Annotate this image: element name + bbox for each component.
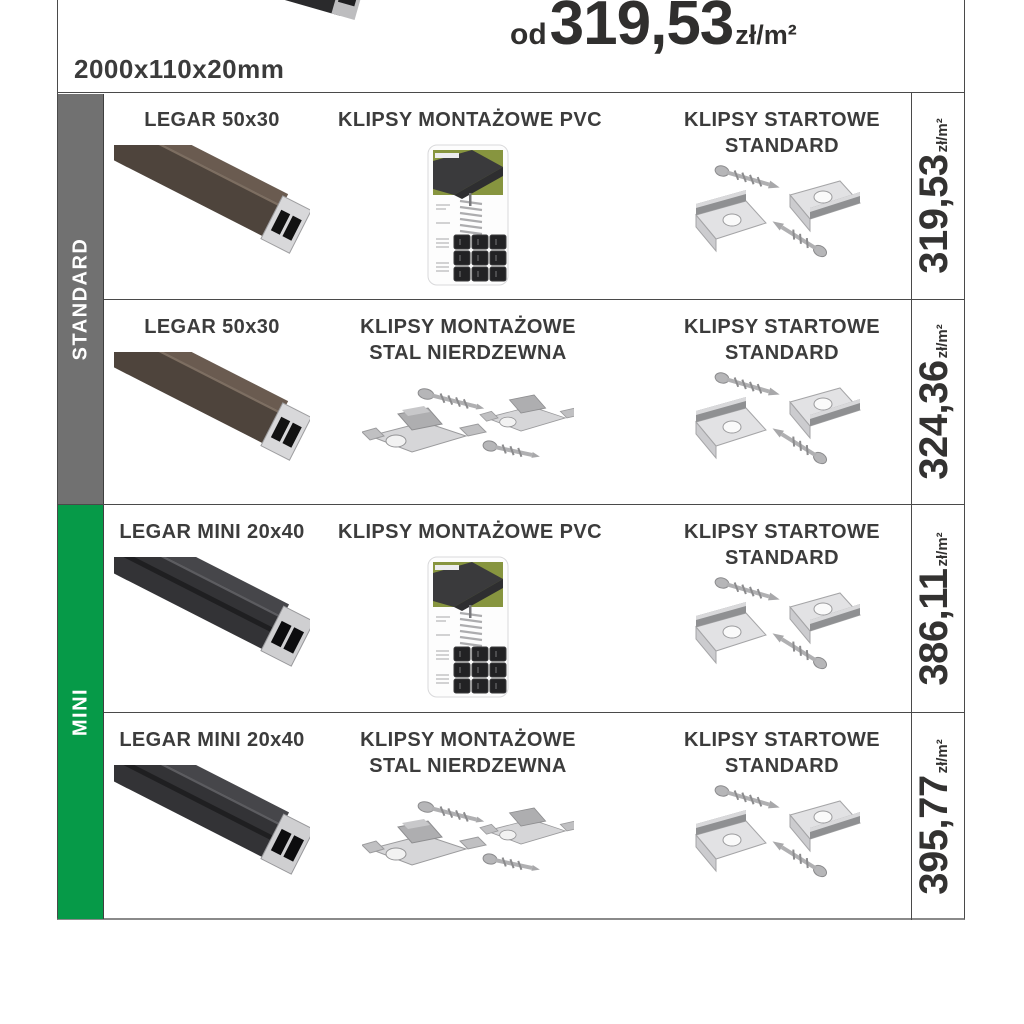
mount-cell bbox=[338, 505, 602, 712]
mount-cell bbox=[338, 713, 598, 920]
legar-cell bbox=[102, 300, 322, 504]
legar-title: LEGAR MINI 20x40 bbox=[119, 521, 305, 543]
pvc-clips-pack-image bbox=[424, 143, 512, 287]
price-cell bbox=[911, 505, 964, 712]
mount-title: KLIPSY MONTAŻOWE STAL NIERDZEWNA bbox=[360, 729, 576, 777]
legar-cell bbox=[102, 93, 322, 299]
row-price-value: 324,36 bbox=[912, 360, 956, 480]
pvc-clips-pack-image bbox=[424, 555, 512, 699]
row-price-unit: zł/m² bbox=[934, 324, 951, 359]
price-value: 319,53 bbox=[549, 0, 734, 58]
header-price bbox=[510, 0, 797, 59]
start-clips-image bbox=[694, 366, 870, 468]
start-clips-image bbox=[694, 571, 870, 673]
legar-title: LEGAR 50x30 bbox=[144, 316, 280, 338]
table-row bbox=[58, 93, 964, 300]
start-cell bbox=[662, 300, 902, 504]
row-price-unit: zł/m² bbox=[934, 118, 951, 153]
legar-mini-image bbox=[114, 557, 310, 681]
row-price-value: 386,11 bbox=[912, 568, 956, 686]
price-unit: zł/m² bbox=[735, 20, 797, 50]
table-row bbox=[58, 713, 964, 920]
start-clips-image bbox=[694, 159, 870, 261]
price-cell bbox=[911, 713, 964, 920]
price-prefix: od bbox=[510, 18, 547, 51]
mount-cell bbox=[338, 300, 598, 504]
legar-standard-image bbox=[114, 352, 310, 476]
price-cell bbox=[911, 300, 964, 504]
header-section bbox=[58, 0, 964, 93]
start-cell bbox=[662, 713, 902, 920]
group-label-standard: STANDARD bbox=[69, 237, 91, 361]
row-price-unit: zł/m² bbox=[934, 531, 951, 567]
steel-clips-image bbox=[362, 793, 574, 889]
sheet bbox=[57, 0, 965, 920]
product-table bbox=[58, 93, 964, 920]
dimension-label: 2000x110x20mm bbox=[74, 54, 285, 84]
legar-standard-image bbox=[114, 145, 310, 269]
steel-clips-image bbox=[362, 380, 574, 476]
start-cell bbox=[662, 93, 902, 299]
start-cell bbox=[662, 505, 902, 712]
start-title: KLIPSY STARTOWE STANDARD bbox=[683, 729, 881, 777]
mount-title: KLIPSY MONTAŻOWE PVC bbox=[338, 521, 602, 543]
group-label-mini: MINI bbox=[69, 687, 91, 737]
row-price-unit: zł/m² bbox=[934, 738, 951, 773]
legar-cell bbox=[102, 505, 322, 712]
row-price-value: 319,53 bbox=[912, 154, 956, 274]
start-title: KLIPSY STARTOWE STANDARD bbox=[683, 521, 881, 569]
row-price-value: 395,77 bbox=[912, 774, 956, 895]
legar-cell bbox=[102, 713, 322, 920]
mount-cell bbox=[338, 93, 602, 299]
price-cell bbox=[911, 93, 964, 299]
start-title: KLIPSY STARTOWE STANDARD bbox=[683, 109, 881, 157]
legar-title: LEGAR 50x30 bbox=[144, 109, 280, 131]
legar-mini-image bbox=[114, 765, 310, 889]
group-bar-standard bbox=[58, 94, 104, 504]
legar-title: LEGAR MINI 20x40 bbox=[119, 729, 305, 751]
group-bar-mini bbox=[58, 505, 104, 919]
mount-title: KLIPSY MONTAŻOWE STAL NIERDZEWNA bbox=[360, 316, 576, 364]
mount-title: KLIPSY MONTAŻOWE PVC bbox=[338, 109, 602, 131]
start-clips-image bbox=[694, 779, 870, 881]
start-title: KLIPSY STARTOWE STANDARD bbox=[683, 316, 881, 364]
table-row bbox=[58, 505, 964, 713]
table-row bbox=[58, 300, 964, 505]
